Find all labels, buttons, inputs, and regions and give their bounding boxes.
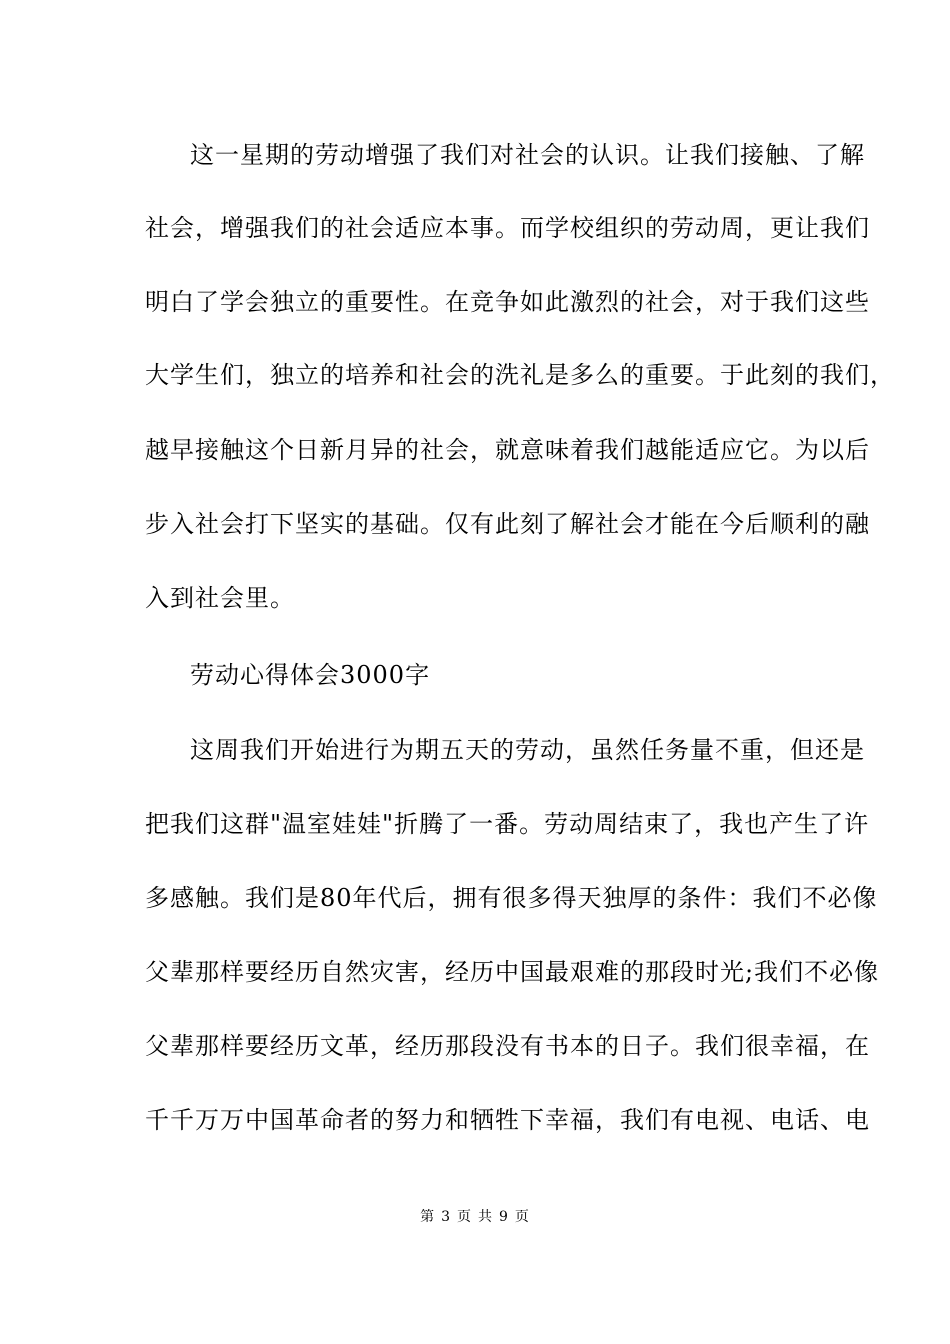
paragraph-line: 越早接触这个日新月异的社会，就意味着我们越能适应它。为以后	[145, 436, 870, 464]
footer-label-page: 第	[420, 1209, 436, 1225]
paragraph-line: 把我们这群"温室娃娃"折腾了一番。劳动周结束了，我也产生了许	[145, 810, 870, 838]
paragraph-line: 大学生们，独立的培养和社会的洗礼是多么的重要。于此刻的我们，	[145, 361, 895, 389]
page-footer	[0, 1208, 950, 1226]
paragraph-line: 父辈那样要经历文革，经历那段没有书本的日子。我们很幸福，在	[145, 1032, 870, 1060]
paragraph-line: 这周我们开始进行为期五天的劳动，虽然任务量不重，但还是	[190, 736, 865, 764]
total-pages-number: 9	[499, 1209, 509, 1225]
paragraph-line: 入到社会里。	[145, 584, 295, 612]
footer-label-page-unit: 页	[457, 1209, 472, 1225]
paragraph-line: 步入社会打下坚实的基础。仅有此刻了解社会才能在今后顺利的融	[145, 510, 870, 538]
paragraph-line: 多感触。我们是80年代后，拥有很多得天独厚的条件：我们不必像	[145, 884, 878, 912]
paragraph-line: 明白了学会独立的重要性。在竞争如此激烈的社会，对于我们这些	[145, 288, 870, 316]
paragraph-line: 这一星期的劳动增强了我们对社会的认识。让我们接触、了解	[190, 141, 865, 169]
footer-label-total: 共	[478, 1209, 493, 1225]
section-heading: 劳动心得体会3000字	[190, 661, 431, 689]
footer-label-total-unit: 页	[514, 1209, 530, 1225]
paragraph-line: 社会，增强我们的社会适应本事。而学校组织的劳动周，更让我们	[145, 214, 870, 242]
paragraph-line: 父辈那样要经历自然灾害，经历中国最艰难的那段时光;我们不必像	[145, 958, 880, 986]
current-page-number: 3	[441, 1209, 451, 1225]
paragraph-line: 千千万万中国革命者的努力和牺牲下幸福，我们有电视、电话、电	[145, 1106, 870, 1134]
